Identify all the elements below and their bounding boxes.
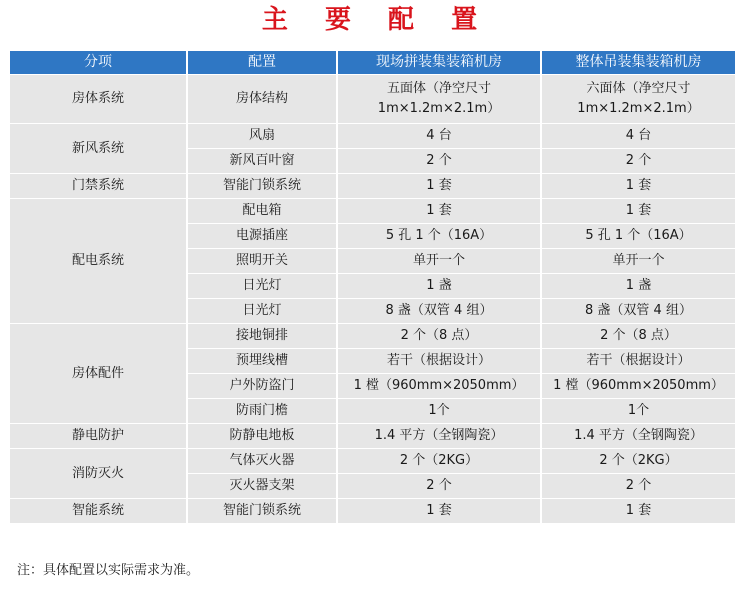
item-cell: 日光灯 [188, 274, 336, 298]
hoisting-value-cell: 1 套 [542, 174, 735, 198]
item-cell: 房体结构 [188, 75, 336, 123]
onsite-value-cell: 1 套 [338, 174, 540, 198]
onsite-value-cell: 2 个（8 点） [338, 324, 540, 348]
item-cell: 防静电地板 [188, 424, 336, 448]
hoisting-value-cell: 4 台 [542, 124, 735, 148]
hoisting-value-cell: 若干（根据设计） [542, 349, 735, 373]
item-cell: 照明开关 [188, 249, 336, 273]
table-row [10, 174, 735, 198]
onsite-value-cell: 1 套 [338, 199, 540, 223]
category-cell: 新风系统 [10, 124, 186, 173]
category-cell: 房体系统 [10, 75, 186, 123]
onsite-value-cell: 5 孔 1 个（16A） [338, 224, 540, 248]
onsite-value-cell: 1 套 [338, 499, 540, 523]
item-cell: 智能门锁系统 [188, 499, 336, 523]
item-cell: 预埋线槽 [188, 349, 336, 373]
table-row [10, 124, 735, 148]
onsite-value-cell: 若干（根据设计） [338, 349, 540, 373]
hoisting-value-cell: 1个 [542, 399, 735, 423]
hoisting-value-cell: 1.4 平方（全钢陶瓷） [542, 424, 735, 448]
hoisting-value-cell: 2 个（2KG） [542, 449, 735, 473]
header-config: 配置 [188, 51, 336, 74]
table-row [10, 75, 735, 123]
onsite-value-cell: 4 台 [338, 124, 540, 148]
hoisting-value-cell: 1 盏 [542, 274, 735, 298]
onsite-value-cell: 1.4 平方（全钢陶瓷） [338, 424, 540, 448]
table-row [10, 499, 735, 523]
hoisting-value-cell: 1 套 [542, 199, 735, 223]
config-table [8, 50, 737, 524]
category-cell: 配电系统 [10, 199, 186, 323]
onsite-value-cell: 五面体（净空尺寸 1m×1.2m×2.1m） [338, 75, 540, 123]
hoisting-value-cell: 1 樘（960mm×2050mm） [542, 374, 735, 398]
hoisting-value-cell: 六面体（净空尺寸 1m×1.2m×2.1m） [542, 75, 735, 123]
item-cell: 日光灯 [188, 299, 336, 323]
footnote: 注：具体配置以实际需求为准。 [17, 563, 200, 578]
page-title: 主 要 配 置 [261, 5, 492, 35]
item-cell: 接地铜排 [188, 324, 336, 348]
onsite-value-cell: 2 个 [338, 149, 540, 173]
onsite-value-cell: 单开一个 [338, 249, 540, 273]
item-cell: 风扇 [188, 124, 336, 148]
item-cell: 灭火器支架 [188, 474, 336, 498]
category-cell: 消防灭火 [10, 449, 186, 498]
table-row [10, 449, 735, 473]
category-cell: 门禁系统 [10, 174, 186, 198]
table-row [10, 199, 735, 223]
table-row [10, 424, 735, 448]
hoisting-value-cell: 8 盏（双管 4 组） [542, 299, 735, 323]
item-cell: 智能门锁系统 [188, 174, 336, 198]
onsite-value-cell: 2 个 [338, 474, 540, 498]
hoisting-value-cell: 2 个 [542, 149, 735, 173]
table-header-row [10, 51, 735, 74]
onsite-value-cell: 1 盏 [338, 274, 540, 298]
header-whole-hoisting: 整体吊装集装箱机房 [542, 51, 735, 74]
hoisting-value-cell: 2 个 [542, 474, 735, 498]
category-cell: 静电防护 [10, 424, 186, 448]
item-cell: 电源插座 [188, 224, 336, 248]
onsite-value-cell: 8 盏（双管 4 组） [338, 299, 540, 323]
hoisting-value-cell: 单开一个 [542, 249, 735, 273]
category-cell: 房体配件 [10, 324, 186, 423]
header-onsite-assembly: 现场拼装集装箱机房 [338, 51, 540, 74]
item-cell: 新风百叶窗 [188, 149, 336, 173]
table-row [10, 324, 735, 348]
item-cell: 户外防盗门 [188, 374, 336, 398]
item-cell: 气体灭火器 [188, 449, 336, 473]
hoisting-value-cell: 5 孔 1 个（16A） [542, 224, 735, 248]
hoisting-value-cell: 1 套 [542, 499, 735, 523]
item-cell: 防雨门檐 [188, 399, 336, 423]
header-category: 分项 [10, 51, 186, 74]
onsite-value-cell: 2 个（2KG） [338, 449, 540, 473]
category-cell: 智能系统 [10, 499, 186, 523]
onsite-value-cell: 1 樘（960mm×2050mm） [338, 374, 540, 398]
onsite-value-cell: 1个 [338, 399, 540, 423]
table-body [10, 75, 735, 523]
hoisting-value-cell: 2 个（8 点） [542, 324, 735, 348]
item-cell: 配电箱 [188, 199, 336, 223]
